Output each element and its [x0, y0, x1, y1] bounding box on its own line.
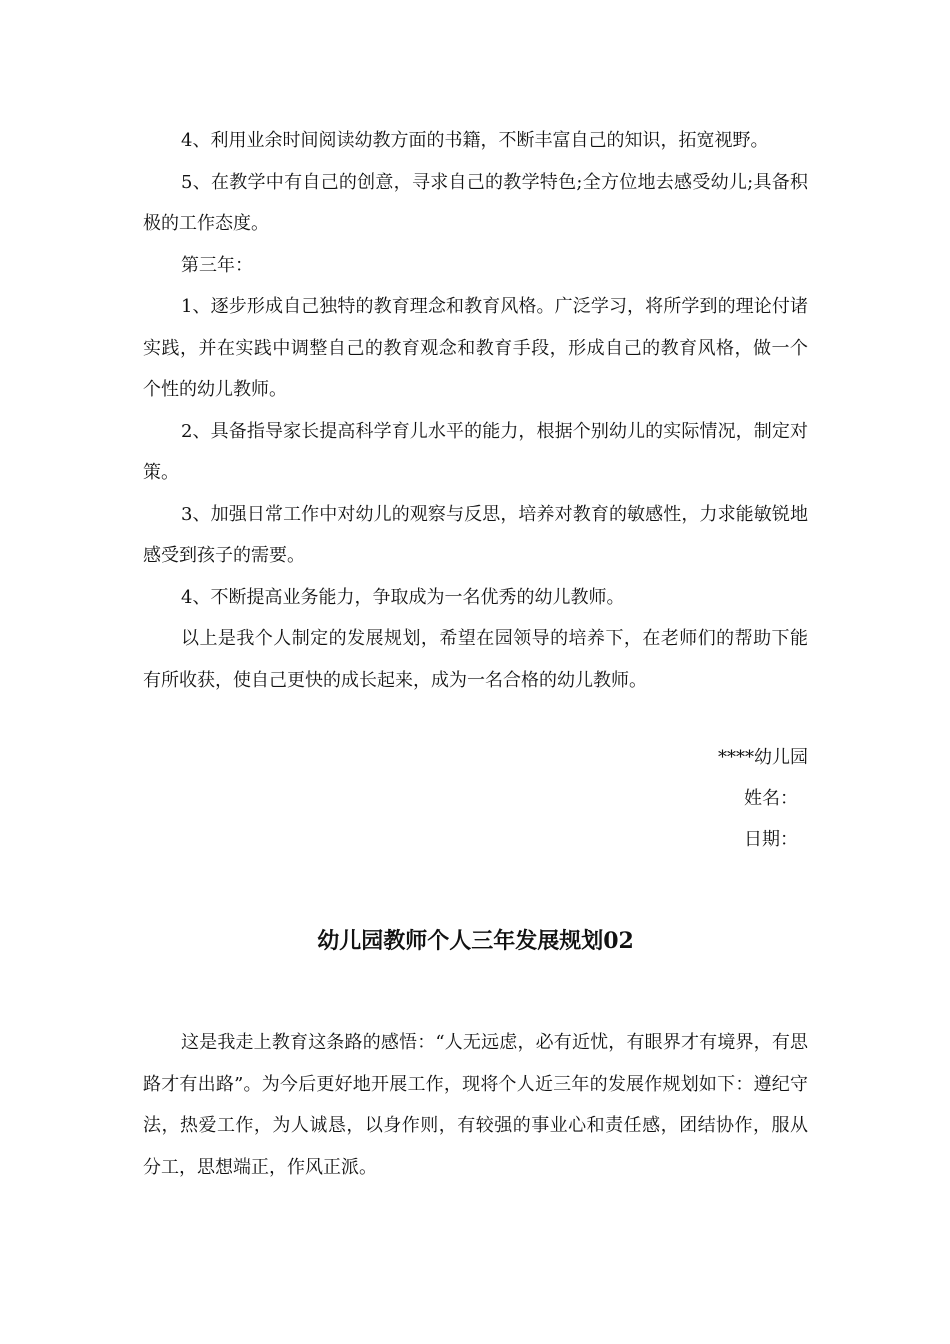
signature-date-label: 日期：	[744, 829, 798, 850]
year-three-heading: 第三年：	[181, 254, 253, 276]
document-title: 幼儿园教师个人三年发展规划02	[317, 928, 634, 954]
signature-block	[143, 737, 808, 860]
paragraph-item-4-ability: 4、不断提高业务能力，争取成为一名优秀的幼儿教师。	[181, 586, 625, 608]
document-page	[143, 120, 808, 1188]
paragraph-item-5-creativity: 5、在教学中有自己的创意，寻求自己的教学特色;全方位地去感受幼儿;具备积极的工作态度。	[143, 171, 808, 234]
signature-school: ****幼儿园	[718, 747, 808, 768]
signature-name-label: 姓名：	[744, 788, 798, 809]
paragraph-item-3-observation: 3、加强日常工作中对幼儿的观察与反思，培养对教育的敏感性，力求能敏锐地感受到孩子的需要。	[143, 503, 808, 566]
paragraph-item-4-reading: 4、利用业余时间阅读幼教方面的书籍，不断丰富自己的知识，拓宽视野。	[181, 130, 769, 151]
closing-paragraph: 以上是我个人制定的发展规划，希望在园领导的培养下，在老师们的帮助下能有所收获，使自己更快的成长起来，成为一名合格的幼儿教师。	[143, 628, 808, 691]
paragraph-item-1-philosophy: 1、逐步形成自己独特的教育理念和教育风格。广泛学习，将所学到的理论付诸实践，并在实践中调整自己的教育观念和教育手段，形成自己的教育风格，做一个个性的幼儿教师。	[143, 296, 808, 400]
intro-paragraph: 这是我走上教育这条路的感悟：“人无远虑，必有近忧，有眼界才有境界，有思路才有出路”。为今后更好地开展工作，现将个人近三年的发展作规划如下：遵纪守法，热爱工作，为人诚恳，以身作则，有较强的事业心和责任感，团结协作，服从分工，思想端正，作风正派。	[143, 1032, 808, 1178]
paragraph-item-2-parent-guidance: 2、具备指导家长提高科学育儿水平的能力，根据个别幼儿的实际情况，制定对策。	[143, 420, 808, 483]
